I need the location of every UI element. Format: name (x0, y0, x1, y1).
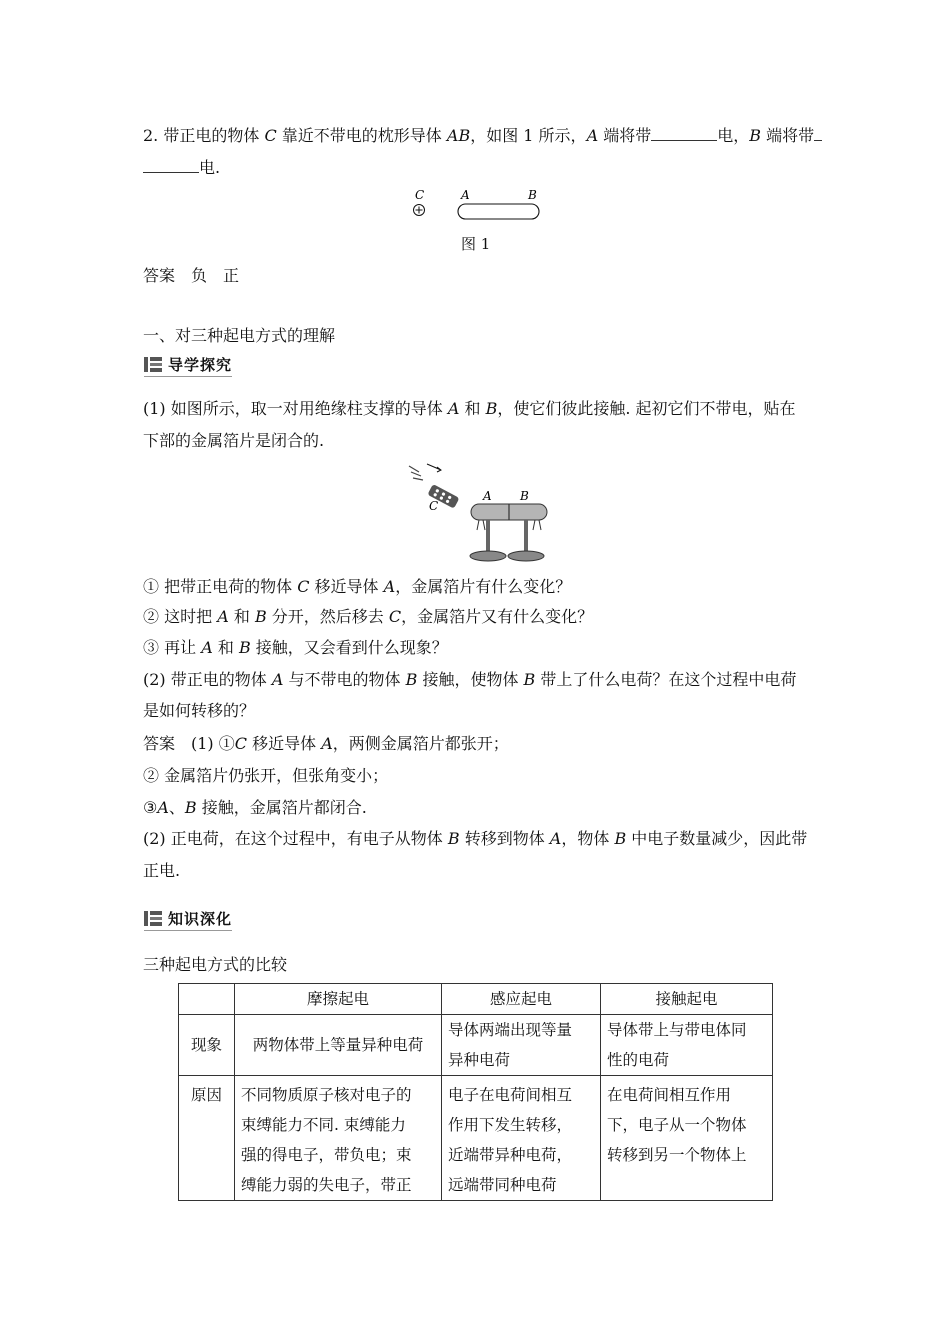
text: 转移到物体 (459, 829, 550, 848)
text: 接触，又会看到什么现象？ (250, 638, 448, 657)
text: ① 把带正电荷的物体 (143, 577, 298, 596)
var: A (383, 577, 396, 596)
text: (2) 正电荷，在这个过程中，有电子从物体 (143, 829, 448, 848)
q2-line1 (143, 125, 822, 147)
text: ，金属箔片又有什么变化？ (401, 607, 594, 626)
table-cell (442, 1076, 601, 1201)
text: ，两侧金属箔片都张开； (332, 734, 509, 753)
divider (144, 376, 232, 377)
q-item-1 (143, 576, 571, 598)
text: ，物体 (561, 829, 615, 848)
cell-line: 近端带异种电荷， (448, 1146, 573, 1164)
answer-blank-b[interactable] (143, 158, 199, 173)
table-cell: 两物体带上等量异种电荷 (235, 1015, 442, 1076)
foil-a (477, 520, 485, 530)
row-label: 原因 (179, 1076, 235, 1201)
var: B (184, 798, 197, 817)
fig1-label-a: A (461, 188, 470, 202)
explore-header-label: 导学探究 (168, 355, 233, 374)
answer-line3 (143, 797, 367, 819)
var: A (157, 798, 169, 817)
text: 接触，使物体 (417, 670, 524, 689)
foil-b (533, 520, 541, 530)
comparison-table (178, 983, 773, 1201)
text: (1) 如图所示，取一对用绝缘柱支撑的导体 (143, 399, 448, 418)
q2-answer: 答案 负 正 (143, 266, 240, 285)
pillow-conductor (458, 204, 539, 219)
text: ，金属箔片有什么变化？ (395, 577, 572, 596)
var: A (549, 829, 562, 848)
var: B (447, 829, 460, 848)
var: C (388, 607, 402, 626)
table-cell (601, 1015, 773, 1076)
text: 靠近不带电的枕形导体 (276, 126, 447, 145)
text: ③ (143, 798, 158, 817)
text: 、 (168, 798, 185, 817)
cell-line: 下，电子从一个物体 (607, 1116, 747, 1134)
text: ，如图 1 所示， (470, 126, 587, 145)
text: ，使它们彼此接触. 起初它们不带电，贴在 (497, 399, 796, 418)
text: 端将带 (761, 126, 815, 145)
stand-a (486, 520, 490, 554)
fig2-label-b: B (520, 489, 529, 503)
var: A (586, 126, 599, 145)
cell-line: 作用下发生转移， (448, 1116, 573, 1134)
fig1-label-b: B (528, 188, 537, 202)
p1-line1 (143, 398, 796, 420)
arrow-icon (427, 464, 441, 472)
text: 端将带 (598, 126, 652, 145)
cell-line: 导体两端出现等量 (448, 1021, 573, 1039)
text: 移近导体 (247, 734, 322, 753)
table-cell (235, 1076, 442, 1201)
section-bars-icon (144, 911, 162, 926)
cell-line: 导体带上与带电体同 (607, 1021, 747, 1039)
p2-line1 (143, 669, 796, 691)
table-cell (601, 1076, 773, 1201)
explore-header (144, 353, 232, 375)
var: B (749, 126, 761, 145)
table-header-row (179, 984, 773, 1015)
var: A (217, 607, 229, 626)
var: B (485, 399, 498, 418)
fig2-label-c: C (429, 499, 439, 513)
cell-line: 缚能力弱的失电子，带正 (241, 1176, 412, 1194)
deepen-header (144, 907, 232, 929)
text: 和 (212, 638, 239, 657)
text: 移近导体 (309, 577, 384, 596)
hand-icon (409, 466, 423, 480)
var: C (297, 577, 310, 596)
q-item-2 (143, 606, 593, 628)
text: ③ 再让 (143, 638, 202, 657)
text: 带上了什么电荷？在这个过程中电荷 (535, 670, 797, 689)
text: 2. 带正电的物体 (143, 126, 265, 145)
cell-line: 性的电荷 (607, 1051, 670, 1069)
var: C (264, 126, 277, 145)
var: A (271, 670, 284, 689)
table-row (179, 1015, 773, 1076)
var: B (254, 607, 267, 626)
figure-conductors-on-stands (403, 458, 553, 568)
row-label: 现象 (179, 1015, 235, 1076)
p2-line2: 是如何转移的？ (143, 701, 256, 720)
text: 答案 (1) ① (143, 734, 235, 753)
answer-line1 (143, 733, 509, 755)
table-cell (442, 1015, 601, 1076)
compare-title: 三种起电方式的比较 (143, 955, 288, 974)
text: 和 (228, 607, 255, 626)
cell-line: 在电荷间相互作用 (607, 1086, 732, 1104)
answer-line4 (143, 828, 807, 850)
cell-line: 远端带同种电荷 (448, 1176, 557, 1194)
answer-blank-b-start[interactable] (814, 126, 822, 141)
figure-1-caption: 图 1 (461, 235, 491, 253)
cell-line: 强的得电子，带负电；束 (241, 1146, 412, 1164)
answer-line2: ② 金属箔片仍张开，但张角变小； (143, 766, 389, 785)
table-header-cell (179, 984, 235, 1015)
text: 电. (199, 158, 221, 177)
text: 接触，金属箔片都闭合. (196, 798, 367, 817)
text: (2) 带正电的物体 (143, 670, 272, 689)
text: 与不带电的物体 (283, 670, 406, 689)
figure-1-pillow-conductor (405, 186, 550, 228)
table-row (179, 1076, 773, 1201)
var: A (447, 399, 460, 418)
divider (144, 930, 232, 931)
var: B (405, 670, 418, 689)
var: C (234, 734, 248, 753)
section-title: 一、对三种起电方式的理解 (143, 326, 336, 345)
var: B (614, 829, 627, 848)
stand-b (524, 520, 528, 554)
p1-line2: 下部的金属箔片是闭合的. (143, 431, 325, 450)
answer-line5: 正电. (143, 861, 181, 880)
q-item-3 (143, 637, 448, 659)
var: A (201, 638, 213, 657)
var: A (321, 734, 333, 753)
var: B (523, 670, 536, 689)
cell-line: 束缚能力不同. 束缚能力 (241, 1116, 406, 1134)
section-bars-icon (144, 357, 162, 372)
var: AB (446, 126, 471, 145)
var: B (238, 638, 251, 657)
text: 分开，然后移去 (266, 607, 389, 626)
deepen-header-label: 知识深化 (168, 909, 233, 928)
cell-line: 电子在电荷间相互 (448, 1086, 573, 1104)
cell-line: 异种电荷 (448, 1051, 511, 1069)
table-header-cell: 摩擦起电 (235, 984, 442, 1015)
text: ② 这时把 (143, 607, 218, 626)
text: 和 (459, 399, 486, 418)
fig1-label-c: C (415, 188, 425, 202)
q2-line2 (143, 157, 220, 179)
cell-line: 转移到另一个物体上 (607, 1146, 747, 1164)
text: 中电子数量减少，因此带 (626, 829, 808, 848)
answer-blank-a[interactable] (651, 126, 717, 141)
table-header-cell: 接触起电 (601, 984, 773, 1015)
cell-line: 不同物质原子核对电子的 (241, 1086, 412, 1104)
table-header-cell: 感应起电 (442, 984, 601, 1015)
fig2-label-a: A (483, 489, 492, 503)
text: 电， (717, 126, 750, 145)
